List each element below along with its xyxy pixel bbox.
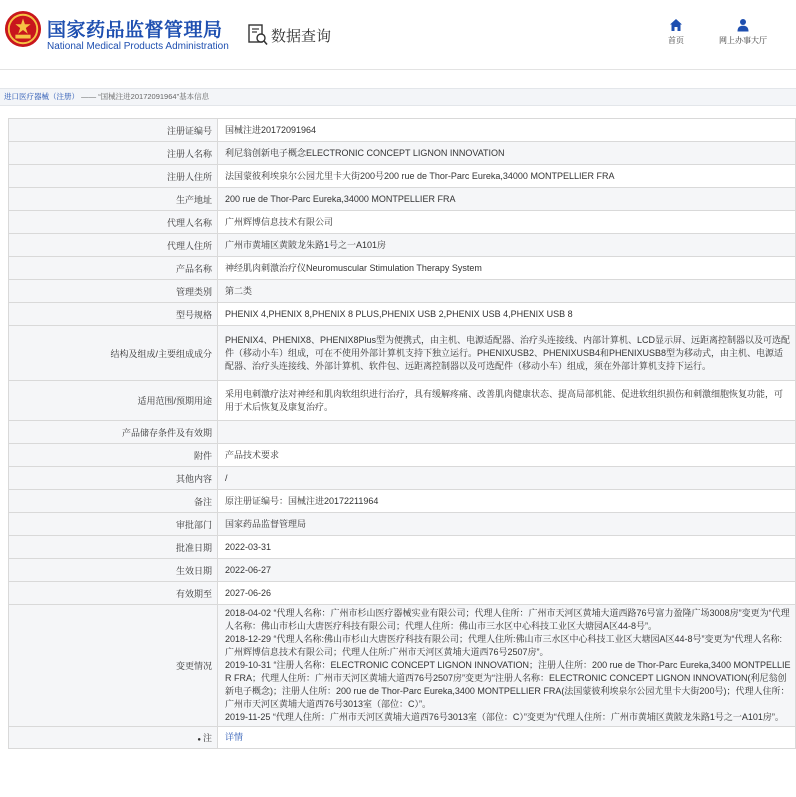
table-row bbox=[9, 582, 796, 605]
field-value: 广州市黄埔区黄陂龙朱路1号之一A101房 bbox=[218, 234, 796, 257]
table-row bbox=[9, 467, 796, 490]
field-value: 2027-06-26 bbox=[218, 582, 796, 605]
national-emblem-logo bbox=[4, 10, 42, 48]
table-row bbox=[9, 513, 796, 536]
table-row bbox=[9, 165, 796, 188]
table-row bbox=[9, 559, 796, 582]
table-row bbox=[9, 119, 796, 142]
document-search-icon bbox=[248, 24, 268, 46]
field-value: 国械注进20172091964 bbox=[218, 119, 796, 142]
table-row bbox=[9, 381, 796, 421]
field-value bbox=[218, 421, 796, 444]
table-row-note bbox=[9, 727, 796, 749]
field-label: 附件 bbox=[9, 444, 218, 467]
field-label: 适用范围/预期用途 bbox=[9, 381, 218, 421]
field-label: 备注 bbox=[9, 490, 218, 513]
field-label: 结构及组成/主要组成成分 bbox=[9, 326, 218, 381]
table-row bbox=[9, 536, 796, 559]
note-label: 注 bbox=[202, 733, 212, 743]
field-value: 第二类 bbox=[218, 280, 796, 303]
change-entry: 2018-12-29 “代理人名称:佛山市杉山大唐医疗科技有限公司；代理人住所:佛山市三水区中心科技工业区大塘园A区44-8号”变更为“代理人名称:广州辉博信息技术有限公司；代理人住所:广州市天河区黄埔大道西76号2507房”。 bbox=[225, 634, 783, 657]
field-value: 神经肌肉刺激治疗仪Neuromuscular Stimulation Therapy System bbox=[218, 257, 796, 280]
data-query-label: 数据查询 bbox=[271, 27, 332, 45]
field-value: PHENIX4、PHENIX8、PHENIX8Plus型为便携式，由主机、电源适配器、治疗头连接线、内部计算机、LCD显示屏、远距离控制器以及可选配件（移动小车）组成，可在不使用外部计算机支持下独立运行。PHENIXUSB2、PHENIXUSB4和PHENIXUSB8型为移动式，由主机、电源适配器、治疗头连接线、外部计算机、软件包、远距离控制器以及可选配件（移动小车）组成，须在外部计算机支持下运行。 bbox=[218, 326, 796, 381]
breadcrumb-separator: —— bbox=[81, 92, 97, 101]
dot-icon: ● bbox=[197, 737, 201, 743]
field-label: 产品名称 bbox=[9, 257, 218, 280]
table-row bbox=[9, 490, 796, 513]
field-value: 原注册证编号：国械注进20172211964 bbox=[218, 490, 796, 513]
table-row bbox=[9, 303, 796, 326]
field-label: 注册人名称 bbox=[9, 142, 218, 165]
breadcrumb-category[interactable]: 进口医疗器械（注册） bbox=[4, 92, 79, 101]
change-entry: 2019-10-31 “注册人名称：ELECTRONIC CONCEPT LIGNON INNOVATION；注册人住所：200 rue de Thor-Parc Eureka,3400 MONTPELLIER FRA；代理人住所：广州市天河区黄埔大道西76号2507房”变更为“注册人名称：ELECTRONIC CONCEPT LIGNON INNOVATION(利尼翁创新电子概念)；注册人住所：200 rue de Thor-Parc Eureka,3400 MONTPELLIER FRA(法国蒙彼利埃泉尔公园尤里卡大街200号)；代理人住所：广州市天河区黄埔大道西76号3013室（部位：C）”。 bbox=[225, 660, 791, 709]
nav-online-hall[interactable] bbox=[712, 18, 774, 46]
field-label: 注册人住所 bbox=[9, 165, 218, 188]
field-value: 200 rue de Thor-Parc Eureka,34000 MONTPELLIER FRA bbox=[218, 188, 796, 211]
org-name-en: National Medical Products Administration bbox=[47, 41, 229, 52]
field-value: 产品技术要求 bbox=[218, 444, 796, 467]
field-value: 2022-06-27 bbox=[218, 559, 796, 582]
field-label: 注册证编号 bbox=[9, 119, 218, 142]
field-label: 有效期至 bbox=[9, 582, 218, 605]
field-label: 管理类别 bbox=[9, 280, 218, 303]
field-value: PHENIX 4,PHENIX 8,PHENIX 8 PLUS,PHENIX USB 2,PHENIX USB 4,PHENIX USB 8 bbox=[218, 303, 796, 326]
field-label: 批准日期 bbox=[9, 536, 218, 559]
org-name-cn: 国家药品监督管理局 bbox=[47, 20, 223, 41]
detail-link[interactable]: 详情 bbox=[225, 732, 244, 742]
field-value: 2022-03-31 bbox=[218, 536, 796, 559]
field-label: 变更情况 bbox=[9, 605, 218, 727]
change-entry: 2018-04-02 “代理人名称：广州市杉山医疗器械实业有限公司；代理人住所：广州市天河区黄埔大道西路76号富力盈隆广场3008房”变更为“代理人名称：佛山市杉山大唐医疗科技有限公司；代理人住所：佛山市三水区中心科技工业区大塘园A区44-8号”。 bbox=[225, 608, 790, 631]
record-detail-table bbox=[8, 118, 796, 749]
table-row bbox=[9, 421, 796, 444]
table-row bbox=[9, 188, 796, 211]
table-row bbox=[9, 280, 796, 303]
field-label: 生效日期 bbox=[9, 559, 218, 582]
field-label: 产品储存条件及有效期 bbox=[9, 421, 218, 444]
field-label: 其他内容 bbox=[9, 467, 218, 490]
note-value bbox=[218, 727, 796, 749]
nav-online-hall-label: 网上办事大厅 bbox=[719, 36, 767, 45]
nav-home-label: 首页 bbox=[668, 36, 684, 45]
field-value: 利尼翁创新电子概念ELECTRONIC CONCEPT LIGNON INNOVATION bbox=[218, 142, 796, 165]
nav-home[interactable] bbox=[665, 18, 687, 46]
breadcrumb-current: “国械注进20172091964”基本信息 bbox=[98, 92, 210, 101]
field-value: 广州辉博信息技术有限公司 bbox=[218, 211, 796, 234]
table-row-changes bbox=[9, 605, 796, 727]
note-label-cell bbox=[9, 727, 218, 749]
table-row bbox=[9, 444, 796, 467]
field-label: 代理人住所 bbox=[9, 234, 218, 257]
table-row bbox=[9, 234, 796, 257]
field-label: 型号规格 bbox=[9, 303, 218, 326]
table-row bbox=[9, 257, 796, 280]
field-value: 采用电刺激疗法对神经和肌肉软组织进行治疗，具有缓解疼痛、改善肌肉健康状态、提高局部机能、促进软组织损伤和刺激细胞恢复功能，可用于术后恢复及康复治疗。 bbox=[218, 381, 796, 421]
data-query-title bbox=[248, 24, 331, 46]
home-icon bbox=[669, 18, 683, 32]
field-label: 审批部门 bbox=[9, 513, 218, 536]
table-row bbox=[9, 142, 796, 165]
field-value: 国家药品监督管理局 bbox=[218, 513, 796, 536]
field-value: 法国蒙彼利埃泉尔公园尤里卡大街200号200 rue de Thor-Parc Eureka,34000 MONTPELLIER FRA bbox=[218, 165, 796, 188]
table-row bbox=[9, 326, 796, 381]
field-label: 生产地址 bbox=[9, 188, 218, 211]
change-entry: 2019-11-25 “代理人住所：广州市天河区黄埔大道西76号3013室（部位：C）”变更为“代理人住所：广州市黄埔区黄陂龙朱路1号之一A101房”。 bbox=[225, 712, 784, 722]
change-history bbox=[218, 605, 796, 727]
person-icon bbox=[736, 18, 750, 32]
field-label: 代理人名称 bbox=[9, 211, 218, 234]
field-value: / bbox=[218, 467, 796, 490]
table-row bbox=[9, 211, 796, 234]
breadcrumb bbox=[0, 88, 796, 106]
site-header bbox=[0, 0, 796, 70]
